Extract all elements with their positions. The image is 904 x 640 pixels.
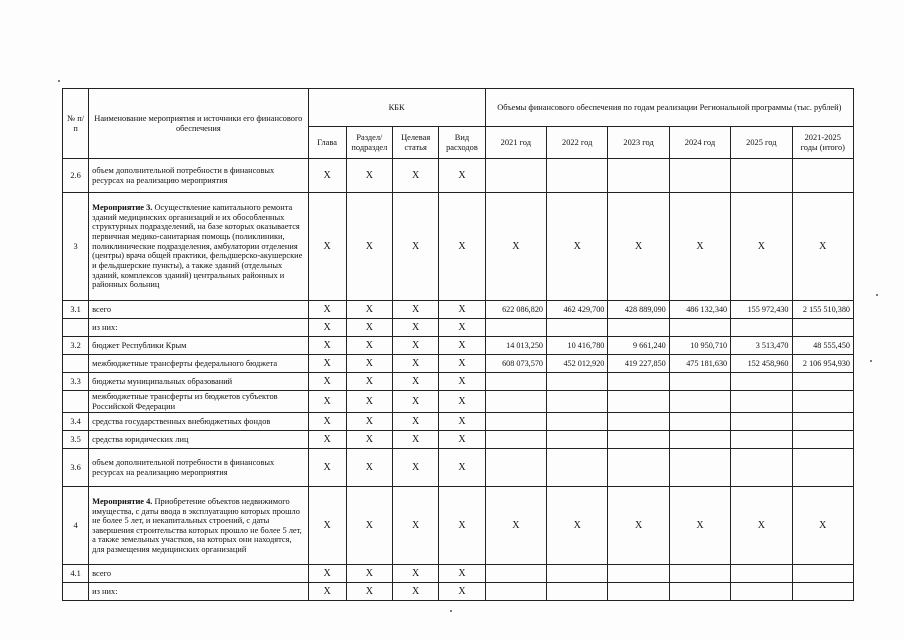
kbk-cell: Х (439, 355, 485, 373)
year-value-cell (485, 319, 546, 337)
row-description: межбюджетные трансферты из бюджетов субъектов Российской Федерации (89, 391, 308, 413)
scan-speck (876, 294, 878, 296)
header-num: № п/п (63, 89, 89, 159)
kbk-cell: Х (393, 449, 439, 487)
row-number: 3.1 (63, 301, 89, 319)
table-row (63, 449, 854, 487)
year-value-cell: Х (792, 487, 854, 565)
kbk-cell: Х (308, 193, 346, 301)
table-row (63, 373, 854, 391)
kbk-cell: Х (439, 159, 485, 193)
row-description: объем дополнительной потребности в финансовых ресурсах на реализацию мероприятия (89, 449, 308, 487)
kbk-cell: Х (308, 159, 346, 193)
year-value-cell (792, 373, 854, 391)
kbk-cell: Х (439, 487, 485, 565)
year-value-cell (547, 159, 608, 193)
kbk-cell: Х (439, 583, 485, 601)
header-kbk-col: Вид расходов (439, 127, 485, 159)
year-value-cell (731, 565, 792, 583)
year-value-cell (547, 431, 608, 449)
table-row (63, 431, 854, 449)
row-description: объем дополнительной потребности в финансовых ресурсах на реализацию мероприятия (89, 159, 308, 193)
year-value-cell (669, 373, 730, 391)
year-value-cell (485, 583, 546, 601)
year-value-cell (792, 449, 854, 487)
year-value-cell (547, 319, 608, 337)
scan-speck (870, 360, 872, 362)
year-value-cell (669, 583, 730, 601)
kbk-cell: Х (393, 413, 439, 431)
year-value-cell (731, 159, 792, 193)
year-value-cell: 155 972,430 (731, 301, 792, 319)
year-value-cell (608, 159, 669, 193)
row-number: 4 (63, 487, 89, 565)
row-description: из них: (89, 319, 308, 337)
kbk-cell: Х (346, 391, 392, 413)
year-value-cell (485, 391, 546, 413)
kbk-cell: Х (346, 565, 392, 583)
kbk-cell: Х (346, 337, 392, 355)
kbk-cell: Х (308, 319, 346, 337)
row-description: бюджет Республики Крым (89, 337, 308, 355)
year-value-cell: 10 950,710 (669, 337, 730, 355)
year-value-cell (608, 583, 669, 601)
year-value-cell (485, 449, 546, 487)
measure-text: Приобретение объектов недвижимого имущества, с даты ввода в эксплуатацию которых прошло не более 5 лет, и некапитальных строений, с даты завершения строительства которых прошло не более 5 лет, а также земельных участков, на которых они находятся, для размещения медицинских организаций (92, 496, 302, 555)
kbk-cell: Х (439, 319, 485, 337)
year-value-cell (547, 373, 608, 391)
row-number: 3.4 (63, 413, 89, 431)
year-value-cell: Х (485, 487, 546, 565)
row-number: 3.3 (63, 373, 89, 391)
year-value-cell: Х (731, 487, 792, 565)
year-value-cell: Х (608, 193, 669, 301)
year-value-cell (731, 449, 792, 487)
year-value-cell: 622 086,820 (485, 301, 546, 319)
year-value-cell (792, 431, 854, 449)
year-value-cell (669, 391, 730, 413)
year-value-cell (608, 391, 669, 413)
year-value-cell (669, 449, 730, 487)
row-description: межбюджетные трансферты федерального бюджета (89, 355, 308, 373)
year-value-cell (485, 373, 546, 391)
table-row (63, 487, 854, 565)
row-description: средства юридических лиц (89, 431, 308, 449)
year-value-cell: 452 012,920 (547, 355, 608, 373)
kbk-cell: Х (439, 301, 485, 319)
table-row (63, 413, 854, 431)
measure-title: Мероприятие 4. (92, 496, 153, 506)
kbk-cell: Х (393, 431, 439, 449)
year-value-cell (792, 565, 854, 583)
header-kbk-col: Раздел/ подраздел (346, 127, 392, 159)
row-description: из них: (89, 583, 308, 601)
year-value-cell: 9 661,240 (608, 337, 669, 355)
header-volumes: Объемы финансового обеспечения по годам реализации Региональной программы (тыс. рублей) (485, 89, 853, 127)
year-value-cell (669, 431, 730, 449)
year-value-cell (485, 159, 546, 193)
row-number (63, 355, 89, 373)
table-row (63, 355, 854, 373)
kbk-cell: Х (439, 193, 485, 301)
year-value-cell: Х (669, 487, 730, 565)
table-row (63, 301, 854, 319)
row-description: средства государственных внебюджетных фондов (89, 413, 308, 431)
row-number: 4.1 (63, 565, 89, 583)
year-value-cell (547, 565, 608, 583)
year-value-cell: Х (485, 193, 546, 301)
kbk-cell: Х (346, 301, 392, 319)
year-value-cell (792, 159, 854, 193)
year-value-cell: 48 555,450 (792, 337, 854, 355)
row-number: 2.6 (63, 159, 89, 193)
kbk-cell: Х (308, 583, 346, 601)
kbk-cell: Х (393, 565, 439, 583)
table-row (63, 159, 854, 193)
scan-speck (58, 80, 60, 82)
table-row (63, 337, 854, 355)
year-value-cell: Х (608, 487, 669, 565)
kbk-cell: Х (346, 487, 392, 565)
kbk-cell: Х (346, 413, 392, 431)
header-name: Наименование мероприятия и источники его финансового обеспечения (89, 89, 308, 159)
kbk-cell: Х (439, 565, 485, 583)
kbk-cell: Х (439, 449, 485, 487)
financing-table (62, 88, 854, 601)
kbk-cell: Х (439, 413, 485, 431)
year-value-cell (485, 413, 546, 431)
kbk-cell: Х (393, 193, 439, 301)
kbk-cell: Х (393, 159, 439, 193)
kbk-cell: Х (308, 337, 346, 355)
table-row (63, 319, 854, 337)
header-kbk-col: Глава (308, 127, 346, 159)
year-value-cell (792, 391, 854, 413)
row-number: 3.5 (63, 431, 89, 449)
year-value-cell (608, 319, 669, 337)
kbk-cell: Х (346, 193, 392, 301)
row-number: 3.6 (63, 449, 89, 487)
year-value-cell: Х (547, 193, 608, 301)
kbk-cell: Х (439, 373, 485, 391)
year-value-cell (608, 413, 669, 431)
kbk-cell: Х (346, 319, 392, 337)
kbk-cell: Х (346, 449, 392, 487)
year-value-cell: Х (731, 193, 792, 301)
scan-speck (450, 610, 452, 612)
row-number (63, 583, 89, 601)
measure-title: Мероприятие 3. (92, 203, 153, 213)
kbk-cell: Х (346, 431, 392, 449)
row-number: 3 (63, 193, 89, 301)
kbk-cell: Х (308, 487, 346, 565)
year-value-cell: 608 073,570 (485, 355, 546, 373)
year-value-cell (547, 583, 608, 601)
kbk-cell: Х (393, 583, 439, 601)
year-value-cell: 462 429,700 (547, 301, 608, 319)
kbk-cell: Х (308, 431, 346, 449)
year-value-cell (731, 319, 792, 337)
year-value-cell (731, 413, 792, 431)
year-value-cell (547, 391, 608, 413)
table-row (63, 193, 854, 301)
kbk-cell: Х (346, 355, 392, 373)
header-year-col: 2022 год (547, 127, 608, 159)
kbk-cell: Х (346, 159, 392, 193)
kbk-cell: Х (439, 431, 485, 449)
year-value-cell (792, 319, 854, 337)
kbk-cell: Х (393, 355, 439, 373)
year-value-cell: 2 106 954,930 (792, 355, 854, 373)
year-value-cell (669, 319, 730, 337)
year-value-cell (731, 373, 792, 391)
year-value-cell: 14 013,250 (485, 337, 546, 355)
year-value-cell (485, 431, 546, 449)
year-value-cell (608, 373, 669, 391)
kbk-cell: Х (346, 583, 392, 601)
kbk-cell: Х (393, 337, 439, 355)
kbk-cell: Х (393, 487, 439, 565)
table-row (63, 565, 854, 583)
year-value-cell (608, 449, 669, 487)
year-value-cell: 486 132,340 (669, 301, 730, 319)
year-value-cell: 3 513,470 (731, 337, 792, 355)
row-description: всего (89, 301, 308, 319)
year-value-cell: 419 227,850 (608, 355, 669, 373)
table-row (63, 391, 854, 413)
kbk-cell: Х (308, 413, 346, 431)
year-value-cell: 152 458,960 (731, 355, 792, 373)
year-value-cell: Х (669, 193, 730, 301)
kbk-cell: Х (308, 391, 346, 413)
table-row (63, 583, 854, 601)
year-value-cell (485, 565, 546, 583)
year-value-cell (608, 565, 669, 583)
header-kbk-col: Целевая статья (393, 127, 439, 159)
row-number (63, 319, 89, 337)
year-value-cell (792, 583, 854, 601)
kbk-cell: Х (393, 391, 439, 413)
year-value-cell: Х (547, 487, 608, 565)
row-description: всего (89, 565, 308, 583)
year-value-cell: Х (792, 193, 854, 301)
year-value-cell (547, 449, 608, 487)
year-value-cell (731, 391, 792, 413)
year-value-cell (669, 413, 730, 431)
year-value-cell: 475 181,630 (669, 355, 730, 373)
measure-text: Осуществление капитального ремонта зданий медицинских организаций и их обособленных структурных подразделений, на базе которых оказывается первичная медико-санитарная помощь (поликлиники, поликлинические подразделения, амбулатории отделения (центры) врача общей практики, фельдшерско-акушерские и фельдшерские пункты), а также зданий (отдельных зданий, комплексов зданий) центральных районных и районных больниц (92, 203, 303, 290)
header-year-col: 2021-2025 годы (итого) (792, 127, 854, 159)
row-description (89, 193, 308, 301)
row-description (89, 487, 308, 565)
header-year-col: 2023 год (608, 127, 669, 159)
year-value-cell (547, 413, 608, 431)
year-value-cell: 428 889,090 (608, 301, 669, 319)
kbk-cell: Х (308, 301, 346, 319)
year-value-cell (669, 159, 730, 193)
year-value-cell (731, 583, 792, 601)
kbk-cell: Х (393, 373, 439, 391)
header-kbk: КБК (308, 89, 485, 127)
year-value-cell: 10 416,780 (547, 337, 608, 355)
kbk-cell: Х (393, 319, 439, 337)
row-description: бюджеты муниципальных образований (89, 373, 308, 391)
header-year-col: 2025 год (731, 127, 792, 159)
year-value-cell (792, 413, 854, 431)
kbk-cell: Х (393, 301, 439, 319)
year-value-cell: 2 155 510,380 (792, 301, 854, 319)
year-value-cell (731, 431, 792, 449)
kbk-cell: Х (346, 373, 392, 391)
header-year-col: 2021 год (485, 127, 546, 159)
year-value-cell (669, 565, 730, 583)
kbk-cell: Х (308, 449, 346, 487)
year-value-cell (608, 431, 669, 449)
kbk-cell: Х (439, 391, 485, 413)
header-year-col: 2024 год (669, 127, 730, 159)
kbk-cell: Х (308, 355, 346, 373)
kbk-cell: Х (308, 373, 346, 391)
kbk-cell: Х (439, 337, 485, 355)
kbk-cell: Х (308, 565, 346, 583)
row-number (63, 391, 89, 413)
row-number: 3.2 (63, 337, 89, 355)
